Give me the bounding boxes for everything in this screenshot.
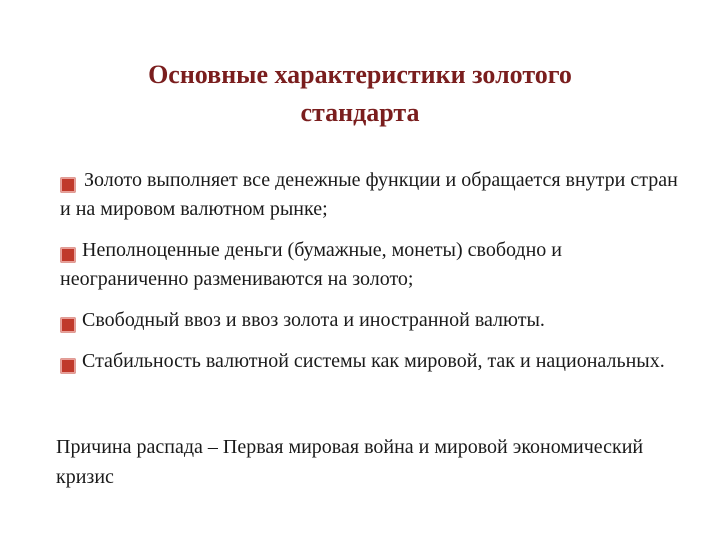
bullet-item-gold-functions [60, 166, 680, 224]
bullet-text: Золото выполняет все денежные функции и обращается внутри стран и на мировом валютном рынке; [60, 169, 678, 220]
bullet-item-free-import [60, 306, 680, 335]
bullet-item-paper-money [60, 236, 680, 294]
conclusion-text: Причина распада – Первая мировая война и мировой экономический кризис [56, 436, 644, 488]
bullet-text: Стабильность валютной системы как мировой, так и национальных. [82, 350, 665, 372]
checkbox-square-icon [60, 243, 78, 259]
bullet-list [60, 166, 680, 388]
checkbox-square-icon [60, 313, 78, 329]
slide-title [40, 56, 680, 132]
bullet-text: Свободный ввоз и ввоз золота и иностранной валюты. [82, 309, 545, 331]
checkbox-square-icon [60, 354, 78, 370]
bullet-item-stability [60, 347, 680, 376]
slide-title-line-1: Основные характеристики золотого [148, 60, 572, 89]
checkbox-square-icon [60, 173, 78, 189]
slide-title-line-2: стандарта [300, 98, 420, 127]
bullet-text: Неполноценные деньги (бумажные, монеты) свободно и неограниченно размениваются на золото; [60, 239, 563, 290]
